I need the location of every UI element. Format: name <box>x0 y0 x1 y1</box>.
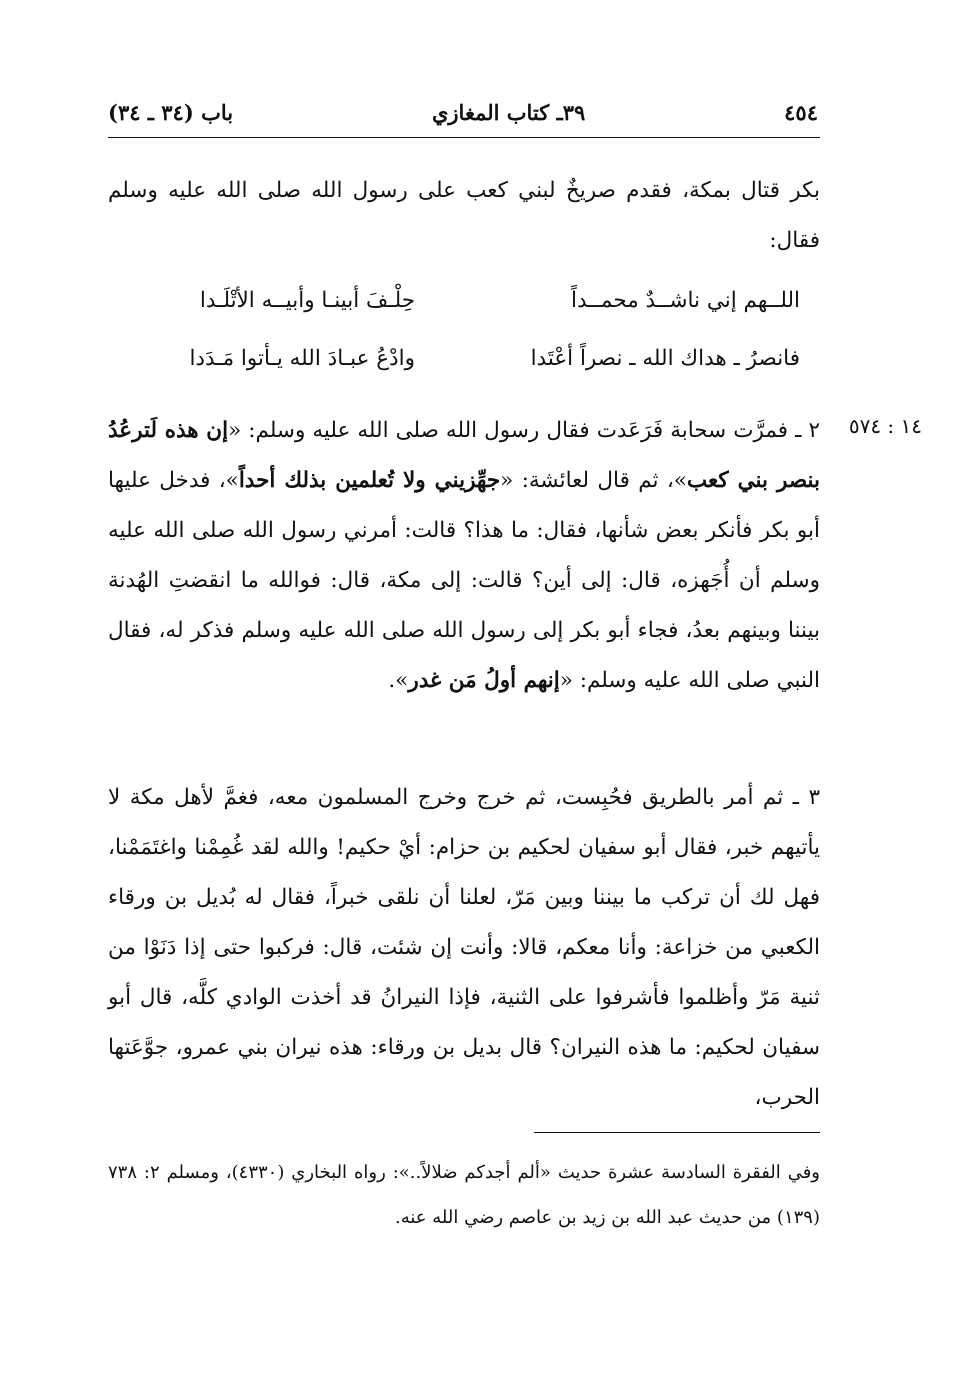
hadith-quote: إنهم أولُ مَن غدر <box>408 668 560 693</box>
verse-first-hemistich: اللــهم إني ناشــدٌ محمــداً <box>571 288 800 313</box>
verse-first-hemistich: فانصرُ ـ هداك الله ـ نصراً أعْتَدا <box>530 346 800 371</box>
verse-second-hemistich: وادْعُ عبـادَ الله يـأتوا مَـدَدا <box>189 346 415 371</box>
chapter-range: باب (٣٤ ـ ٣٤) <box>108 99 234 125</box>
paragraph-text: ». <box>388 668 409 693</box>
footnote: وفي الفقرة السادسة عشرة حديث «ألم أجدكم ضلالاً..»: رواه البخاري (٤٣٣٠)، ومسلم ٢: ٧٣٨ (١٣٩) من حديث عبد الله بن زيد بن عاصم رضي الله عنه. <box>108 1162 821 1228</box>
paragraph-2 <box>108 406 820 706</box>
book-title: ٣٩ـ كتاب المغازي <box>431 99 586 125</box>
paragraph-text: ٢ ـ فمرَّت سحابة فَرَعَدت فقال رسول الله صلى الله عليه وسلم: « <box>228 418 820 443</box>
paragraph-text: »، ثم قال لعائشة: « <box>500 468 687 493</box>
intro-paragraph: بكر قتال بمكة، فقدم صريخٌ لبني كعب على رسول الله صلى الله عليه وسلم فقال: <box>108 178 820 253</box>
paragraph-text: »، فدخل عليها أبو بكر فأنكر بعض شأنها، فقال: ما هذا؟ قالت: أمرني رسول الله صلى الله عليه وسلم أن أُجَهزه، قال: إلى أين؟ قالت: إلى مكة، قال: فوالله ما انقضتِ الهُدنة بيننا وبينهم بعدُ، فجاء أبو بكر إلى رسول الله صلى الله عليه وسلم فذكر له، فقال النبي صلى الله عليه وسلم: « <box>108 468 820 693</box>
footnote-divider <box>534 1132 820 1133</box>
poem-verse <box>140 338 800 382</box>
hadith-quote: جهِّزيني ولا تُعلمين بذلك أحداً <box>238 468 501 493</box>
hadith-quote: إن هذه لَترعُدُ بنصر بني كعب <box>108 418 821 493</box>
poem-verse <box>140 280 800 324</box>
page-number: ٤٥٤ <box>784 99 818 125</box>
header-divider <box>108 137 820 138</box>
verse-second-hemistich: حِلْـفَ أبينـا وأبيــه الأتْلَـدا <box>199 288 415 313</box>
paragraph-3: ٣ ـ ثم أمر بالطريق فحُبِست، ثم خرج وخرج المسلمون معه، فغمَّ لأهل مكة لا يأتيهم خبر، فقال أبو سفيان لحكيم بن حزام: أيْ حكيم! والله لقد غُمِمْنا واغتَمَمْنا، فهل لك أن تركب ما بيننا وبين مَرّ، لعلنا أن نلقى خبراً، فقال له بُديل بن ورقاء الكعبي من خزاعة: وأنا معكم، قالا: وأنت إن شئت، قال: فركبوا حتى إذا دَنَوْا من ثنية مَرّ وأظلموا فأشرفوا على الثنية، فإذا النيرانُ قد أخذت الوادي كلَّه، قال أبو سفيان لحكيم: ما هذه النيران؟ قال بديل بن ورقاء: هذه نيران بني عمرو، جوَّعَتها الحرب، <box>108 785 820 1110</box>
page-header <box>108 92 818 132</box>
margin-reference: ١٤ : ٥٧٤ <box>848 414 922 438</box>
